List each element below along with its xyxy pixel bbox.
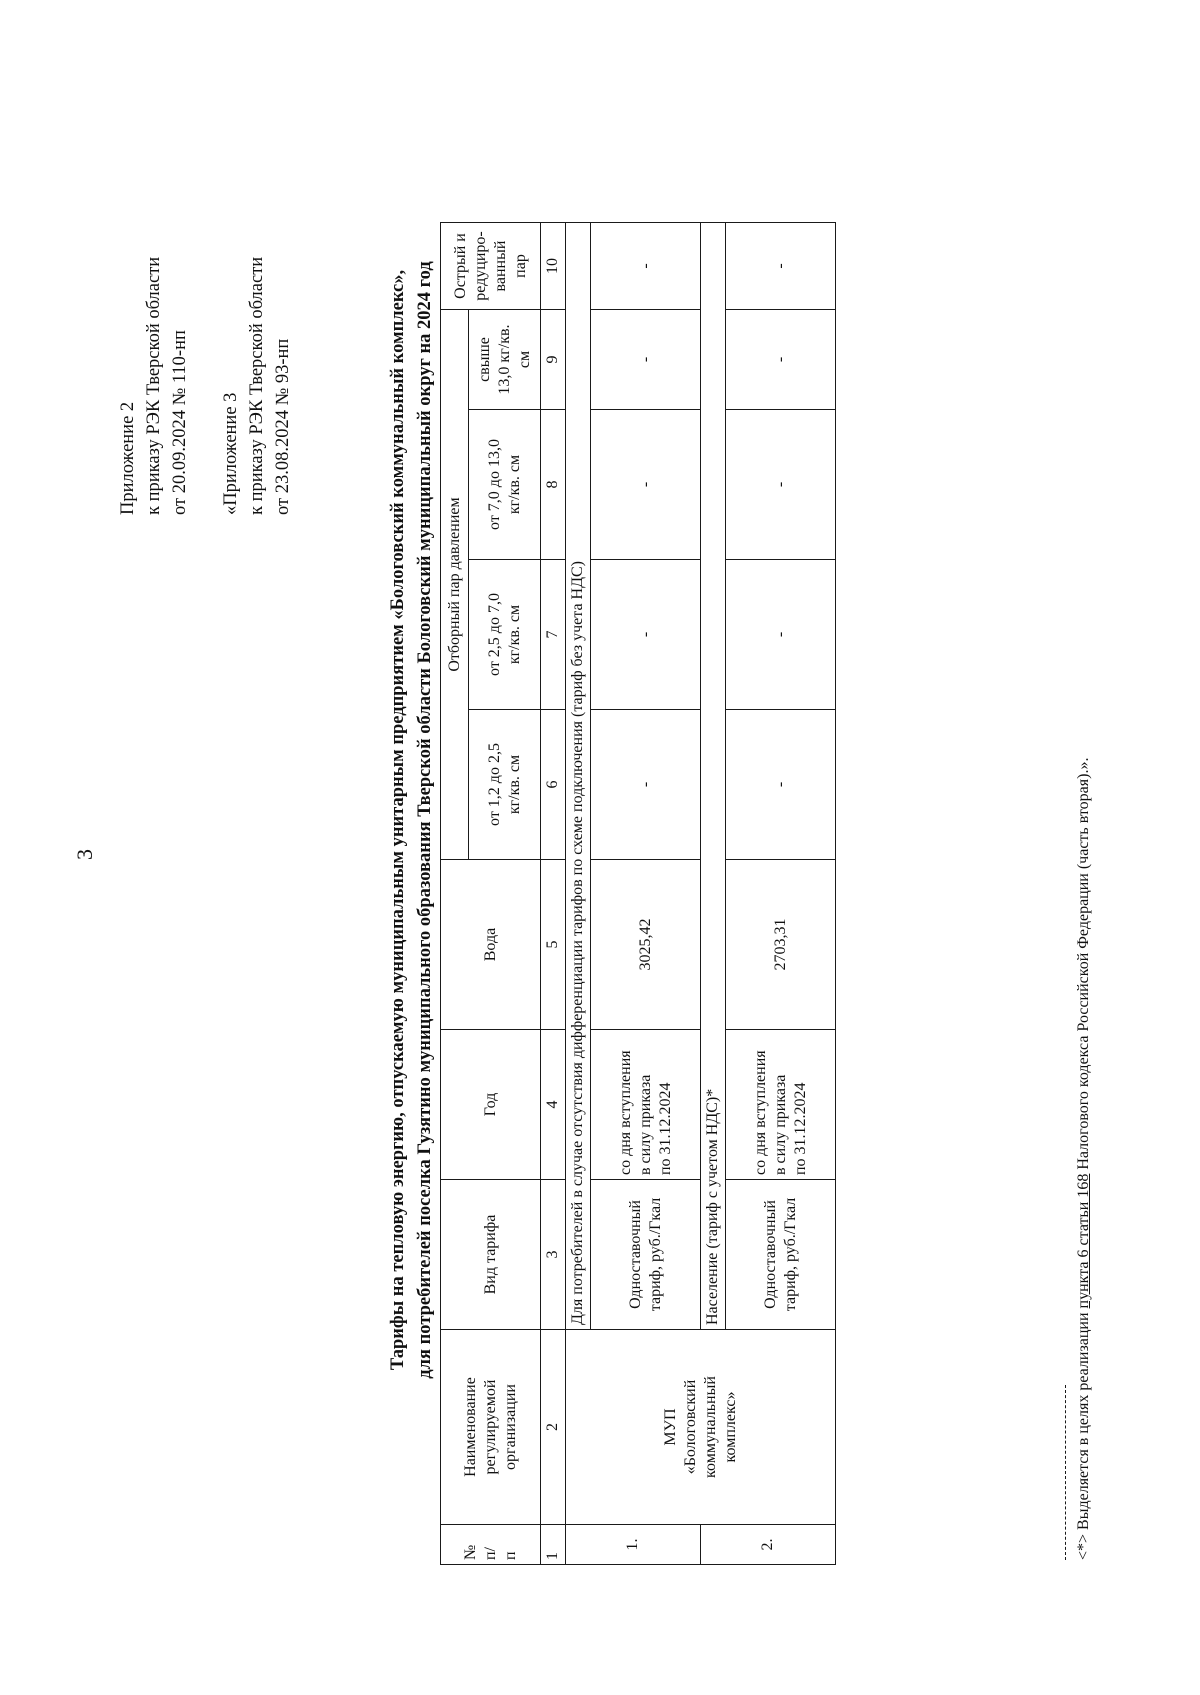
header-sharp-steam <box>441 223 541 310</box>
header-pressure-line: см <box>515 350 533 369</box>
col-number: 2 <box>541 1330 566 1525</box>
document-title <box>385 95 439 1545</box>
header-num <box>441 1525 541 1565</box>
appendix-old-block <box>218 257 296 515</box>
appendix-old-line: «Приложение 3 <box>221 392 241 515</box>
pressure-2-value: - <box>726 560 836 710</box>
year-cell <box>591 1030 701 1180</box>
row-number: 2. <box>701 1525 836 1565</box>
water-tariff-value: 2703,31 <box>726 860 836 1030</box>
appendix-old-line: от 23.08.2024 № 93-нп <box>273 338 293 515</box>
header-sharp-line: редуциро- <box>471 231 489 301</box>
appendix-line: к приказу РЭК Тверской области <box>144 256 164 515</box>
footnote-text-end: Налогового кодекса Российской Федерации (часть вторая).». <box>1075 757 1092 1174</box>
header-row <box>441 223 469 1565</box>
year-line: со дня вступления <box>751 1050 769 1175</box>
header-pressure-1 <box>469 710 541 860</box>
col-number: 6 <box>541 710 566 860</box>
col-number: 10 <box>541 223 566 310</box>
col-number: 4 <box>541 1030 566 1180</box>
column-number-row <box>541 223 566 1565</box>
pressure-4-value: - <box>591 310 701 410</box>
header-pressure-line: от 1,2 до 2,5 <box>485 743 503 826</box>
pressure-3-value: - <box>726 410 836 560</box>
title-line: Тарифы на тепловую энергию, отпускаемую муниципальным унитарным предприятием «Бологовский коммунальный комплекс», <box>388 269 408 1371</box>
header-sharp-line: ванный пар <box>491 240 529 292</box>
col-number: 1 <box>541 1525 566 1565</box>
tariff-type-line: Одноставочный <box>761 1200 779 1309</box>
organization-line: «Бологовский <box>681 1379 699 1475</box>
header-num-line: п <box>501 1551 519 1560</box>
appendix-old-line: к приказу РЭК Тверской области <box>247 256 267 515</box>
organization-name <box>566 1330 836 1525</box>
year-line: в силу приказа <box>636 1074 654 1175</box>
sharp-steam-value: - <box>726 223 836 310</box>
footnote <box>1075 758 1093 1560</box>
sharp-steam-value: - <box>591 223 701 310</box>
organization-line: коммунальный <box>701 1376 719 1478</box>
appendix-line: от 20.09.2024 № 110-нп <box>170 330 190 515</box>
year-cell <box>726 1030 836 1180</box>
header-steam-group: Отборный пар давлением <box>441 310 469 860</box>
appendix-block <box>115 257 193 515</box>
header-year: Год <box>441 1030 541 1180</box>
header-tariff-type: Вид тарифа <box>441 1180 541 1330</box>
tariff-type-line: тариф, руб./Гкал <box>646 1197 664 1312</box>
year-line: по 31.12.2024 <box>656 1082 674 1175</box>
tariff-type-cell <box>726 1180 836 1330</box>
page-number: 3 <box>72 849 97 860</box>
pressure-2-value: - <box>591 560 701 710</box>
section-label-row <box>566 223 591 1565</box>
year-line: в силу приказа <box>771 1074 789 1175</box>
header-organization <box>441 1330 541 1525</box>
header-pressure-4 <box>469 310 541 410</box>
year-line: со дня вступления <box>616 1050 634 1175</box>
footnote-text: <*> Выделяется в целях реализации <box>1075 1308 1092 1560</box>
row-number: 1. <box>566 1525 701 1565</box>
tariff-type-line: тариф, руб./Гкал <box>781 1197 799 1312</box>
pressure-4-value: - <box>726 310 836 410</box>
organization-line: МУП <box>661 1408 679 1446</box>
pressure-1-value: - <box>726 710 836 860</box>
tariff-type-cell <box>591 1180 701 1330</box>
section-label: Население (тариф с учетом НДС)* <box>701 223 726 1330</box>
year-line: по 31.12.2024 <box>791 1082 809 1175</box>
col-number: 7 <box>541 560 566 710</box>
header-sharp-line: Острый и <box>451 233 469 299</box>
col-number: 8 <box>541 410 566 560</box>
appendix-line: Приложение 2 <box>118 401 138 515</box>
header-pressure-line: кг/кв. см <box>505 454 523 515</box>
section-label: Для потребителей в случае отсутствия дифференциации тарифов по схеме подключения (тариф без учета НДС) <box>566 223 591 1330</box>
header-water: Вода <box>441 860 541 1030</box>
header-pressure-line: 13,0 кг/кв. <box>495 324 513 395</box>
title-line: для потребителей поселка Гузятино муниципального образования Тверской области Бологовский муниципальный округ на 2024 год <box>415 261 435 1379</box>
header-org-line: регулируемой <box>481 1379 499 1475</box>
col-number: 9 <box>541 310 566 410</box>
pressure-3-value: - <box>591 410 701 560</box>
header-num-line: № <box>461 1544 479 1560</box>
header-pressure-line: от 2,5 до 7,0 <box>485 593 503 676</box>
tariff-table <box>440 222 836 1565</box>
header-pressure-line: свыше <box>475 337 493 382</box>
header-org-line: Наименование <box>461 1377 479 1477</box>
header-pressure-line: от 7,0 до 13,0 <box>485 439 503 530</box>
col-number: 5 <box>541 860 566 1030</box>
header-pressure-line: кг/кв. см <box>505 604 523 665</box>
header-pressure-2 <box>469 560 541 710</box>
organization-line: комплекс» <box>721 1391 739 1463</box>
footnote-legal-reference: пункта 6 статьи 168 <box>1075 1173 1092 1309</box>
header-pressure-3 <box>469 410 541 560</box>
header-org-line: организации <box>501 1384 519 1470</box>
tariff-type-line: Одноставочный <box>626 1200 644 1309</box>
header-num-line: п/ <box>481 1546 499 1560</box>
header-pressure-line: кг/кв. см <box>505 754 523 815</box>
pressure-1-value: - <box>591 710 701 860</box>
water-tariff-value: 3025,42 <box>591 860 701 1030</box>
col-number: 3 <box>541 1180 566 1330</box>
footnote-divider <box>1065 1385 1066 1560</box>
